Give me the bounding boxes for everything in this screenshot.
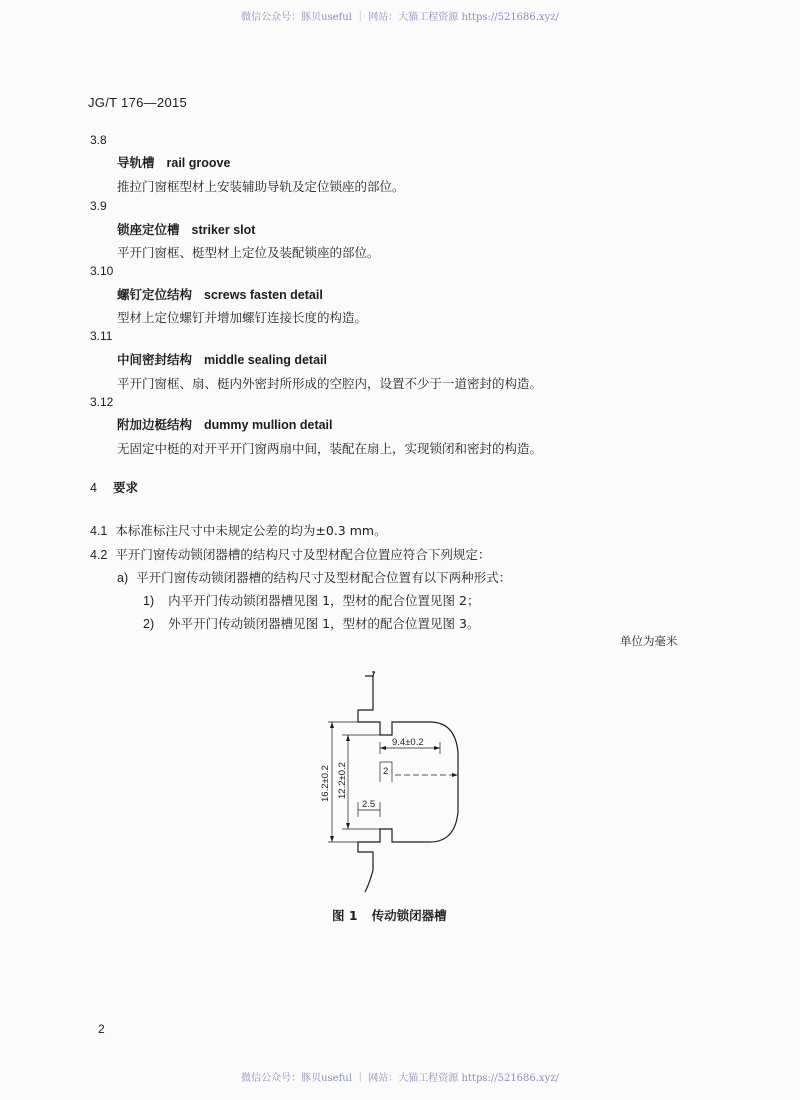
item-text: 平开门窗传动锁闭器槽的结构尺寸及型材配合位置有以下两种形式：: [136, 570, 512, 585]
term-heading: [117, 350, 327, 368]
item-label: a): [117, 571, 129, 585]
term-heading: [117, 220, 255, 238]
term-en: dummy mullion detail: [204, 418, 333, 432]
clause-number: 3.9: [90, 199, 107, 213]
item-text: 内平开门传动锁闭器槽见图 1，型材的配合位置见图 2；: [168, 593, 480, 608]
dim-outer-height: 16.2±0.2: [320, 765, 331, 802]
term-heading: [117, 415, 333, 433]
item-label: 2): [143, 617, 155, 631]
watermark-top: 微信公众号：豚贝useful ｜ 网站：大猫工程资源 https://521686.xyz/: [241, 12, 559, 23]
term-en: middle sealing detail: [204, 353, 327, 367]
unit-note: 单位为毫米: [620, 634, 678, 648]
section-heading: [90, 478, 138, 496]
term-definition: 推拉门窗框型材上安装辅助导轨及定位锁座的部位。: [117, 179, 405, 194]
standard-number: JG/T 176—2015: [88, 95, 188, 110]
requirement-item: [90, 545, 490, 563]
item-text: 平开门窗传动锁闭器槽的结构尺寸及型材配合位置应符合下列规定：: [115, 547, 491, 562]
clause-number: 3.11: [90, 329, 113, 343]
term-en: screws fasten detail: [204, 288, 323, 302]
requirement-item: [117, 568, 511, 586]
clause-number: 3.12: [90, 395, 114, 409]
requirement-item: [143, 591, 479, 609]
dim-inner-height: 12.2±0.2: [337, 762, 348, 799]
term-heading: [117, 153, 230, 171]
dim-lip: 2.5: [362, 799, 376, 810]
figure-drive-lock-groove: [290, 662, 500, 912]
term-definition: 型材上定位螺钉并增加螺钉连接长度的构造。: [117, 310, 368, 325]
item-label: 1): [143, 594, 155, 608]
figure-caption: [332, 906, 447, 924]
item-text: 本标准标注尺寸中未规定公差的均为±0.3 mm。: [115, 523, 387, 538]
clause-number: 3.8: [90, 133, 107, 147]
requirement-item: [143, 614, 479, 632]
term-zh: 螺钉定位结构: [117, 287, 193, 302]
item-label: 4.2: [90, 548, 108, 562]
item-text: 外平开门传动锁闭器槽见图 1，型材的配合位置见图 3。: [168, 616, 480, 631]
term-heading: [117, 285, 323, 303]
term-definition: 平开门窗框、扇、梃内外密封所形成的空腔内，设置不少于一道密封的构造。: [117, 376, 543, 391]
page-number: 2: [98, 1022, 105, 1036]
item-label: 4.1: [90, 524, 108, 538]
term-definition: 无固定中梃的对开平开门窗两扇中间，装配在扇上，实现锁闭和密封的构造。: [117, 441, 543, 456]
term-definition: 平开门窗框、梃型材上定位及装配锁座的部位。: [117, 245, 380, 260]
term-zh: 中间密封结构: [117, 352, 193, 367]
term-en: striker slot: [191, 223, 256, 237]
term-zh: 锁座定位槽: [117, 222, 180, 237]
caption-number: 图 1: [332, 908, 358, 923]
section-number: 4: [90, 481, 97, 495]
groove-profile: [358, 672, 458, 892]
watermark-bottom: 微信公众号：豚贝useful ｜ 网站：大猫工程资源 https://521686.xyz/: [241, 1073, 559, 1084]
term-zh: 导轨槽: [117, 155, 155, 170]
dim-depth: 9.4±0.2: [392, 737, 424, 748]
requirement-item: [90, 521, 387, 539]
clause-number: 3.10: [90, 264, 114, 278]
term-en: rail groove: [166, 156, 231, 170]
term-zh: 附加边梃结构: [117, 417, 193, 432]
dim-gap: 2: [383, 766, 389, 777]
caption-title: 传动锁闭器槽: [371, 908, 447, 923]
section-title: 要求: [112, 480, 138, 495]
